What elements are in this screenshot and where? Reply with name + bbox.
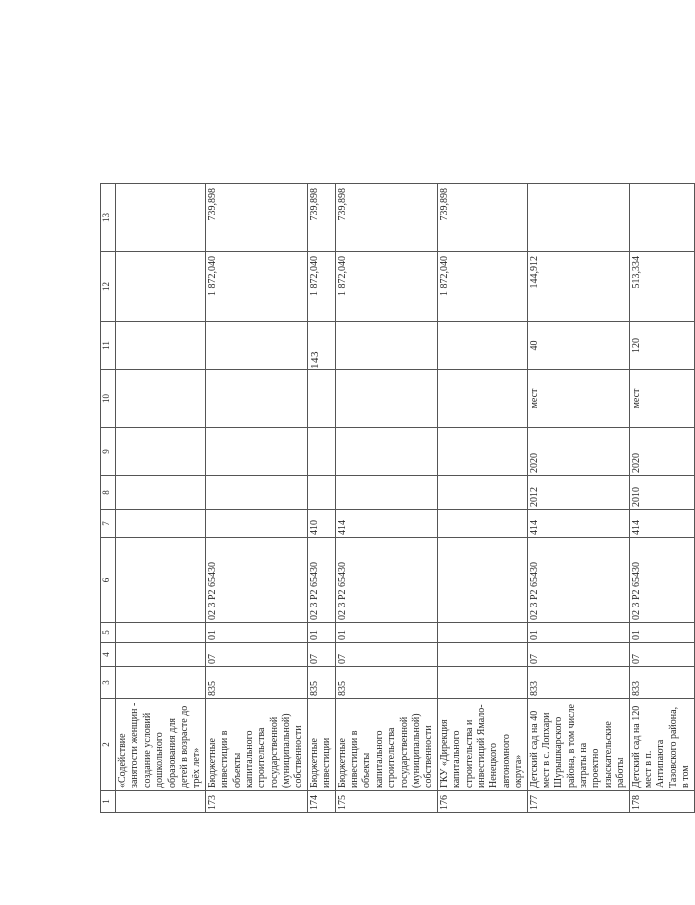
- cell-amount-b: [527, 184, 629, 252]
- cell-amount-a: 513,334: [629, 252, 694, 322]
- cell-target-article: 02 3 P2 65430: [527, 538, 629, 623]
- column-header: 7: [101, 510, 116, 538]
- cell-expense-type: [205, 510, 307, 538]
- cell-subsection: [437, 623, 527, 643]
- column-header: 4: [101, 643, 116, 667]
- row-number: 175: [335, 791, 437, 813]
- cell-amount-a: 1 872,040: [437, 252, 527, 322]
- cell-subsection: 01: [629, 623, 694, 643]
- cell-unit: [437, 370, 527, 428]
- cell-start-year: [307, 476, 335, 510]
- cell-ministry: 835: [205, 667, 307, 699]
- cell-amount-b: 739,898: [307, 184, 335, 252]
- budget-table: [100, 183, 695, 813]
- column-header: 8: [101, 476, 116, 510]
- cell-target-article: 02 3 P2 65430: [629, 538, 694, 623]
- table-row: [335, 184, 437, 813]
- cell-amount-a: 1 872,040: [307, 252, 335, 322]
- cell-unit: [205, 370, 307, 428]
- cell-section: 07: [205, 643, 307, 667]
- row-number: 173: [205, 791, 307, 813]
- row-name: Детский сад на 120 мест в п. Антипаюта Тазовского района, в том: [629, 699, 694, 791]
- cell-target-article: 02 3 P2 65430: [205, 538, 307, 623]
- row-number: 177: [527, 791, 629, 813]
- cell-ministry: [116, 667, 206, 699]
- table-row: [527, 184, 629, 813]
- column-header: 10: [101, 370, 116, 428]
- cell-section: 07: [335, 643, 437, 667]
- cell-capacity: [307, 322, 335, 370]
- cell-unit: мест: [629, 370, 694, 428]
- row-name: Бюджетные инвестиции: [307, 699, 335, 791]
- table-row: [307, 184, 335, 813]
- cell-target-article: 02 3 P2 65430: [307, 538, 335, 623]
- column-header: 11: [101, 322, 116, 370]
- row-name: «Содействие занятости женщин - создание условий дошкольного образования для детей в возрасте до трёх лет»: [116, 699, 206, 791]
- cell-amount-a: 144,912: [527, 252, 629, 322]
- cell-unit: [335, 370, 437, 428]
- cell-section: [116, 643, 206, 667]
- cell-end-year: [335, 428, 437, 476]
- column-header: 1: [101, 791, 116, 813]
- cell-section: 07: [527, 643, 629, 667]
- cell-end-year: [205, 428, 307, 476]
- cell-start-year: [437, 476, 527, 510]
- cell-unit: [307, 370, 335, 428]
- table-row: [629, 184, 694, 813]
- cell-expense-type: 414: [629, 510, 694, 538]
- page-number: 143: [309, 351, 321, 369]
- cell-ministry: 833: [527, 667, 629, 699]
- cell-target-article: [437, 538, 527, 623]
- row-number: 176: [437, 791, 527, 813]
- cell-ministry: 833: [629, 667, 694, 699]
- cell-amount-a: 1 872,040: [205, 252, 307, 322]
- cell-expense-type: [116, 510, 206, 538]
- column-header: 12: [101, 252, 116, 322]
- cell-capacity: [116, 322, 206, 370]
- column-header: 3: [101, 667, 116, 699]
- row-name: ГКУ «Дирекция капитального строительства и инвестиций Ямало-Ненецкого автономного округа»: [437, 699, 527, 791]
- cell-capacity: [205, 322, 307, 370]
- column-header: 2: [101, 699, 116, 791]
- cell-amount-b: 739,898: [437, 184, 527, 252]
- cell-capacity: 120: [629, 322, 694, 370]
- row-name: Бюджетные инвестиции в объекты капитального строительства государственной (муниципальной) собственности: [205, 699, 307, 791]
- cell-expense-type: 410: [307, 510, 335, 538]
- table-row: [116, 184, 206, 813]
- cell-subsection: 01: [205, 623, 307, 643]
- cell-capacity: [437, 322, 527, 370]
- cell-ministry: [437, 667, 527, 699]
- column-header: 9: [101, 428, 116, 476]
- table-row: [437, 184, 527, 813]
- cell-capacity: [335, 322, 437, 370]
- cell-subsection: 01: [307, 623, 335, 643]
- cell-expense-type: [437, 510, 527, 538]
- table-row: [205, 184, 307, 813]
- cell-amount-b: 739,898: [205, 184, 307, 252]
- cell-start-year: 2010: [629, 476, 694, 510]
- cell-expense-type: 414: [335, 510, 437, 538]
- cell-section: 07: [307, 643, 335, 667]
- cell-end-year: 2020: [527, 428, 629, 476]
- column-header: 5: [101, 623, 116, 643]
- cell-section: 07: [629, 643, 694, 667]
- cell-ministry: 835: [335, 667, 437, 699]
- cell-subsection: 01: [335, 623, 437, 643]
- row-number: 174: [307, 791, 335, 813]
- row-name: Бюджетные инвестиции в объекты капитального строительства государственной (муниципальной) собственности: [335, 699, 437, 791]
- cell-amount-a: 1 872,040: [335, 252, 437, 322]
- cell-start-year: [205, 476, 307, 510]
- cell-target-article: 02 3 P2 65430: [335, 538, 437, 623]
- cell-amount-b: [629, 184, 694, 252]
- cell-amount-b: 739,898: [335, 184, 437, 252]
- cell-capacity: 40: [527, 322, 629, 370]
- cell-ministry: 835: [307, 667, 335, 699]
- cell-end-year: [437, 428, 527, 476]
- cell-end-year: [116, 428, 206, 476]
- cell-target-article: [116, 538, 206, 623]
- cell-unit: мест: [527, 370, 629, 428]
- row-name: Детский сад на 40 мест в с. Лопхари Шурышкарского района, в том числе затраты на проектно изыскательские работы: [527, 699, 629, 791]
- row-number: 178: [629, 791, 694, 813]
- cell-end-year: [307, 428, 335, 476]
- cell-unit: [116, 370, 206, 428]
- column-header: 6: [101, 538, 116, 623]
- cell-amount-b: [116, 184, 206, 252]
- cell-section: [437, 643, 527, 667]
- cell-start-year: [335, 476, 437, 510]
- cell-start-year: [116, 476, 206, 510]
- cell-start-year: 2012: [527, 476, 629, 510]
- cell-amount-a: [116, 252, 206, 322]
- cell-subsection: 01: [527, 623, 629, 643]
- row-number: [116, 791, 206, 813]
- column-number-row: [101, 184, 116, 813]
- cell-subsection: [116, 623, 206, 643]
- column-header: 13: [101, 184, 116, 252]
- cell-expense-type: 414: [527, 510, 629, 538]
- cell-end-year: 2020: [629, 428, 694, 476]
